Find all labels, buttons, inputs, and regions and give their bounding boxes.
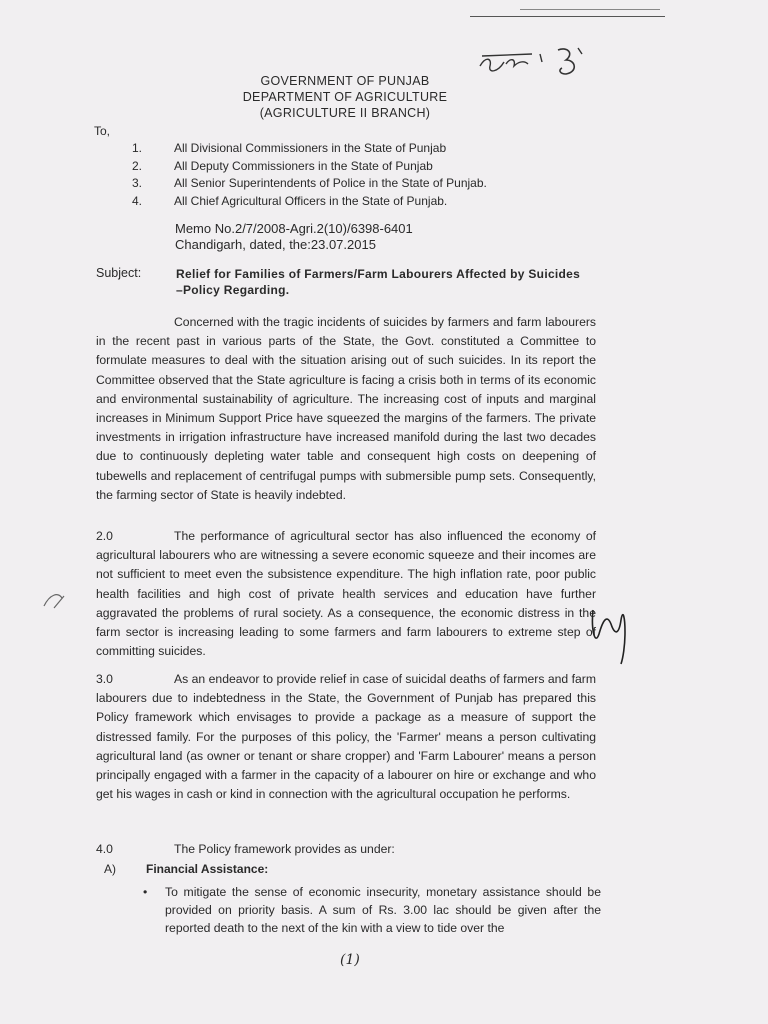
memo-date: Chandigarh, dated, the:23.07.2015: [175, 237, 376, 252]
recipient-item: 3. All Senior Superintendents of Police in the State of Punjab.: [132, 176, 487, 190]
header-branch: (AGRICULTURE II BRANCH): [259, 106, 431, 120]
paragraph-4: 4.0 The Policy framework provides as under:: [96, 840, 596, 859]
memo-block: [175, 221, 413, 253]
recipient-item: 4. All Chief Agricultural Officers in the State of Punjab.: [132, 193, 448, 208]
header-department: DEPARTMENT OF AGRICULTURE: [242, 90, 448, 104]
signature-icon: [585, 590, 645, 675]
subject-label: Subject:: [96, 266, 142, 280]
recipient-item: 2. All Deputy Commissioners in the State of Punjab: [132, 158, 433, 173]
recipient-list: [132, 140, 487, 210]
paragraph-1: Concerned with the tragic incidents of suicides by farmers and farm labourers in the recent past in various parts of the State, the Govt. constituted a Committee to formulate measures to deal with the situation arising out of such suicides. In its report the Committee observed that the State agriculture is facing a crisis both in terms of its economic and environmental sustainability of agriculture. The increasing cost of inputs and marginal increases in Minimum Support Price have squeezed the margins of the farmers. The private investments in irrigation infrastructure have increased manifold during the last two decades due to continuously depleting water table and consequent high costs on deepening of tubewells and replacement of centrifugal pumps with submersible pump sets. Consequently, the farming sector of State is heavily indebted.: [96, 315, 596, 502]
subject-text: Relief for Families of Farmers/Farm Labourers Affected by Suicides –Policy Regarding.: [176, 267, 581, 297]
margin-scribble-icon: [40, 588, 70, 617]
bullet-item: • To mitigate the sense of economic insecurity, monetary assistance should be provided on priority basis. A sum of Rs. 3.00 lac should be given after the reported death to the next of the kin with a view to tide over the: [143, 885, 601, 935]
handwritten-note: [478, 44, 588, 85]
paragraph-3: 3.0 As an endeavor to provide relief in case of suicidal deaths of farmers and farm labourers due to indebtedness in the State, the Government of Punjab has prepared this Policy framework which envisages to provide a package as a measure of support the distressed family. For the purposes of this policy, the 'Farmer' means a person cultivating agricultural land (as owner or tenant or share cropper) and 'Farm Labourer' means a person principally engaged with a farmer in the capacity of a labourer on hire or exchange and who get his wages in cash or kind in connection with the agricultural occupation he performs.: [96, 672, 596, 802]
to-label: To,: [94, 124, 111, 138]
page-number: (1): [340, 952, 360, 968]
paragraph-2: 2.0 The performance of agricultural sector has also influenced the economy of agricultural labourers who are witnessing a severe economic squeeze and their incomes are not sufficient to meet even the subsistence expenditure. The high inflation rate, poor public health facilities and high cost of private health services and education have further aggravated the problems of rural society. As a consequence, the economic distress in the farm sector is increasing leading to some farmers and farm labourers to extreme step of committing suicides.: [96, 529, 596, 659]
bullet-icon: •: [143, 885, 148, 899]
paragraph-number: 3.0: [96, 672, 113, 686]
header-government: GOVERNMENT OF PUNJAB: [260, 74, 430, 88]
recipient-item: 1. All Divisional Commissioners in the State of Punjab: [132, 141, 447, 155]
section-a-heading: A) Financial Assistance:: [104, 862, 269, 876]
paragraph-number: 2.0: [96, 529, 113, 543]
top-rule: [470, 16, 665, 17]
letterhead: [190, 73, 500, 121]
scan-mark: [520, 9, 660, 10]
paragraph-number: 4.0: [96, 842, 113, 856]
memo-number: Memo No.2/7/2008-Agri.2(10)/6398-6401: [175, 221, 413, 236]
